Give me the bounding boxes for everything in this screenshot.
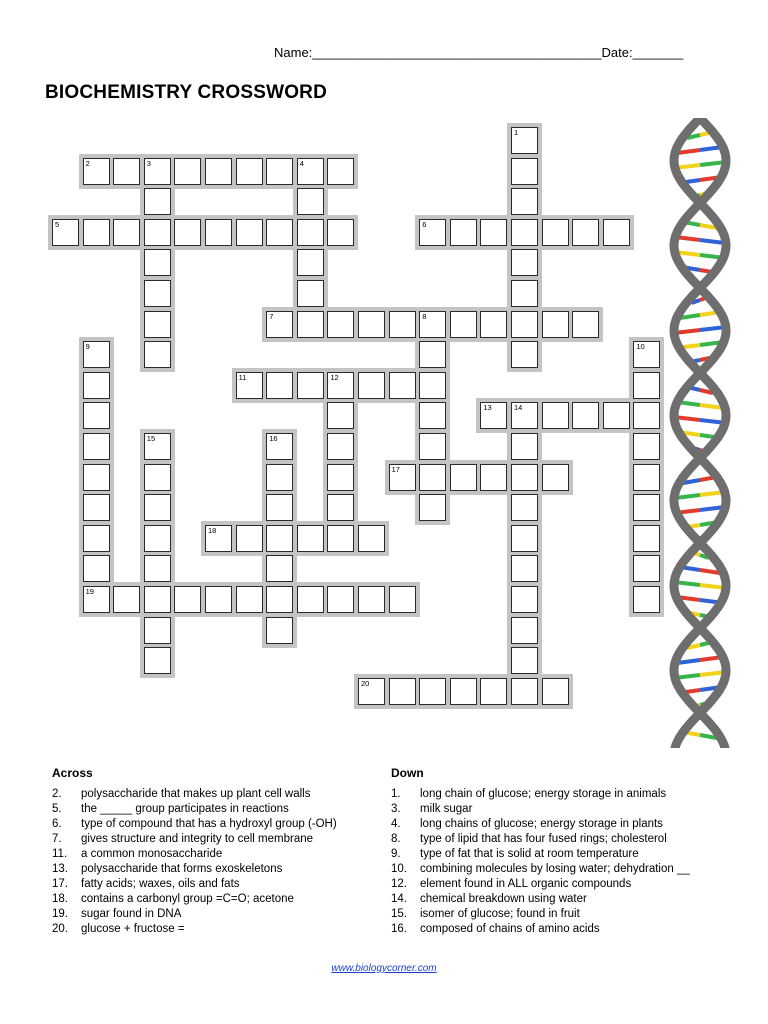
crossword-cell[interactable] — [144, 341, 171, 368]
crossword-cell[interactable] — [144, 586, 171, 613]
down-clue — [391, 877, 690, 892]
crossword-cell[interactable] — [144, 525, 171, 552]
crossword-cell[interactable] — [327, 433, 354, 460]
down-clue — [391, 817, 690, 832]
date-field[interactable]: _______ — [632, 45, 684, 60]
page-title: BIOCHEMISTRY CROSSWORD — [45, 82, 328, 103]
crossword-cell[interactable] — [144, 494, 171, 521]
crossword-cell[interactable] — [511, 586, 538, 613]
date-label: Date: — [601, 45, 633, 60]
clue-number-label: 10. — [391, 863, 407, 875]
crossword-cell[interactable] — [358, 372, 385, 399]
crossword-cell[interactable] — [174, 219, 201, 246]
clue-number-label: 14. — [391, 893, 407, 905]
crossword-cell[interactable] — [511, 647, 538, 674]
crossword-cell[interactable] — [174, 586, 201, 613]
crossword-cell[interactable] — [633, 433, 660, 460]
clue-number-label: 13. — [52, 863, 68, 875]
across-clues — [52, 766, 337, 937]
down-clue — [391, 787, 690, 802]
crossword-cell[interactable] — [542, 402, 569, 429]
clue-text: isomer of glucose; found in fruit — [420, 908, 580, 920]
crossword-cell[interactable] — [205, 586, 232, 613]
crossword-cell[interactable] — [236, 586, 263, 613]
across-clue — [52, 817, 337, 832]
clue-text: gives structure and integrity to cell membrane — [81, 833, 314, 845]
down-clue — [391, 847, 690, 862]
crossword-cell[interactable] — [603, 402, 630, 429]
crossword-cell[interactable] — [83, 464, 110, 491]
crossword-cell[interactable] — [511, 678, 538, 705]
crossword-cell[interactable] — [389, 372, 416, 399]
crossword-cell[interactable] — [511, 158, 538, 185]
crossword-cell[interactable] — [511, 433, 538, 460]
across-clue-list — [52, 787, 337, 937]
across-heading: Across — [52, 766, 93, 780]
clue-number: 15 — [146, 434, 156, 443]
clue-text: a common monosaccharide — [81, 848, 223, 860]
crossword-cell[interactable] — [358, 678, 385, 705]
biologycorner-link[interactable]: www.biologycorner.com — [331, 963, 437, 974]
clue-text: combining molecules by losing water; dehydration __ — [420, 863, 690, 875]
across-clue — [52, 862, 337, 877]
crossword-cell[interactable] — [511, 555, 538, 582]
crossword-cell[interactable] — [144, 617, 171, 644]
crossword-cell[interactable] — [389, 311, 416, 338]
crossword-cell[interactable] — [236, 372, 263, 399]
crossword-cell[interactable] — [633, 464, 660, 491]
clue-number-label: 5. — [52, 803, 62, 815]
crossword-cell[interactable] — [480, 402, 507, 429]
clue-text: sugar found in DNA — [81, 908, 182, 920]
clue-number-label: 9. — [391, 848, 401, 860]
dna-helix-image — [660, 118, 740, 748]
crossword-cell[interactable] — [113, 158, 140, 185]
footer — [0, 963, 768, 974]
clue-number: 9 — [85, 342, 90, 352]
down-clue — [391, 862, 690, 877]
crossword-cell[interactable] — [144, 647, 171, 674]
crossword-cell[interactable] — [144, 280, 171, 307]
clue-number: 6 — [422, 219, 427, 229]
crossword-cell[interactable] — [297, 249, 324, 276]
crossword-cell[interactable] — [389, 464, 416, 491]
clue-number-label: 2. — [52, 788, 62, 800]
crossword-cell[interactable] — [83, 555, 110, 582]
crossword-cell[interactable] — [419, 433, 446, 460]
crossword-cell[interactable] — [327, 494, 354, 521]
crossword-cell[interactable] — [542, 464, 569, 491]
crossword-cell[interactable] — [572, 219, 599, 246]
crossword-cell[interactable] — [297, 586, 324, 613]
down-heading: Down — [391, 766, 424, 780]
crossword-cell[interactable] — [358, 525, 385, 552]
clue-number: 17 — [391, 464, 400, 474]
crossword-cell[interactable] — [327, 586, 354, 613]
crossword-cell[interactable] — [633, 402, 660, 429]
crossword-cell[interactable] — [297, 311, 324, 338]
crossword-cell[interactable] — [358, 586, 385, 613]
crossword-cell[interactable] — [511, 464, 538, 491]
crossword-cell[interactable] — [83, 402, 110, 429]
clue-number: 16 — [269, 434, 278, 443]
crossword-cell[interactable] — [633, 586, 660, 613]
crossword-cell[interactable] — [572, 311, 599, 338]
crossword-cell[interactable] — [297, 158, 324, 185]
name-field[interactable]: ________________________________________ — [312, 45, 602, 60]
crossword-cell[interactable] — [419, 494, 446, 521]
crossword-cell[interactable] — [144, 433, 171, 460]
down-clue — [391, 802, 690, 817]
crossword-cell[interactable] — [511, 402, 538, 429]
crossword-cell[interactable] — [297, 188, 324, 215]
crossword-cell[interactable] — [419, 464, 446, 491]
crossword-cell[interactable] — [266, 617, 293, 644]
clue-number: 14 — [514, 403, 523, 413]
down-clue — [391, 892, 690, 907]
crossword-cell[interactable] — [144, 464, 171, 491]
crossword-cell[interactable] — [389, 586, 416, 613]
clue-number: 4 — [299, 158, 304, 168]
across-clue — [52, 892, 337, 907]
across-clue — [52, 907, 337, 922]
crossword-cell[interactable] — [266, 311, 293, 338]
clue-number-label: 4. — [391, 818, 401, 830]
crossword-cell[interactable] — [327, 525, 354, 552]
crossword-cell[interactable] — [511, 494, 538, 521]
crossword-cell[interactable] — [633, 341, 660, 368]
clue-text: glucose + fructose = — [81, 923, 185, 935]
crossword-cell[interactable] — [327, 464, 354, 491]
crossword-cell[interactable] — [603, 219, 630, 246]
crossword-cell[interactable] — [266, 525, 293, 552]
crossword-cell[interactable] — [83, 494, 110, 521]
crossword-cell[interactable] — [297, 372, 324, 399]
crossword-cell[interactable] — [633, 494, 660, 521]
across-clue — [52, 847, 337, 862]
crossword-cell[interactable] — [83, 372, 110, 399]
crossword-cell[interactable] — [83, 525, 110, 552]
across-clue — [52, 802, 337, 817]
clue-number: 18 — [208, 525, 217, 535]
clue-number: 10 — [636, 342, 645, 352]
clue-number: 7 — [269, 311, 274, 321]
clue-number: 12 — [330, 372, 339, 382]
crossword-cell[interactable] — [266, 555, 293, 582]
crossword-cell[interactable] — [542, 219, 569, 246]
clue-text: polysaccharide that forms exoskeletons — [81, 863, 283, 875]
crossword-cell[interactable] — [266, 372, 293, 399]
crossword-cell[interactable] — [113, 586, 140, 613]
crossword-cell[interactable] — [511, 127, 538, 154]
clue-text: long chain of glucose; energy storage in animals — [420, 788, 667, 800]
clue-text: chemical breakdown using water — [420, 893, 587, 905]
clue-number-label: 11. — [52, 848, 68, 860]
clue-number-label: 6. — [52, 818, 62, 830]
crossword-cell[interactable] — [450, 464, 477, 491]
crossword-cell[interactable] — [83, 341, 110, 368]
crossword-cell[interactable] — [511, 188, 538, 215]
down-clue — [391, 832, 690, 847]
crossword-cell[interactable] — [327, 402, 354, 429]
clue-number-label: 3. — [391, 803, 401, 815]
crossword-cell[interactable] — [266, 158, 293, 185]
crossword-cell[interactable] — [511, 617, 538, 644]
clue-number-label: 7. — [52, 833, 62, 845]
clue-number-label: 12. — [391, 878, 407, 890]
crossword-cell[interactable] — [358, 311, 385, 338]
clue-number-label: 19. — [52, 908, 68, 920]
crossword-cell[interactable] — [83, 433, 110, 460]
crossword-cell[interactable] — [419, 311, 446, 338]
crossword-cell[interactable] — [511, 280, 538, 307]
clue-text: polysaccharide that makes up plant cell walls — [81, 788, 311, 800]
crossword-cell[interactable] — [144, 188, 171, 215]
crossword-cell[interactable] — [144, 219, 171, 246]
crossword-cell[interactable] — [266, 219, 293, 246]
down-clues — [391, 766, 690, 937]
clue-number: 11 — [238, 372, 247, 382]
clue-text: milk sugar — [420, 803, 473, 815]
crossword-cell[interactable] — [511, 311, 538, 338]
clue-number-label: 16. — [391, 923, 407, 935]
crossword-cell[interactable] — [205, 525, 232, 552]
crossword-cell[interactable] — [450, 219, 477, 246]
across-clue — [52, 787, 337, 802]
crossword-cell[interactable] — [542, 311, 569, 338]
across-clue — [52, 922, 337, 937]
crossword-cell[interactable] — [389, 678, 416, 705]
crossword-cell[interactable] — [297, 280, 324, 307]
crossword-cell[interactable] — [144, 249, 171, 276]
crossword-cell[interactable] — [144, 555, 171, 582]
clue-number: 1 — [514, 128, 519, 137]
across-clue — [52, 877, 337, 892]
clue-number-label: 17. — [52, 878, 68, 890]
crossword-cell[interactable] — [266, 433, 293, 460]
crossword-cell[interactable] — [327, 372, 354, 399]
crossword-cell[interactable] — [266, 464, 293, 491]
crossword-cell[interactable] — [205, 158, 232, 185]
crossword-cell[interactable] — [297, 525, 324, 552]
clue-number: 2 — [85, 158, 90, 168]
crossword-cell[interactable] — [236, 219, 263, 246]
clue-number-label: 15. — [391, 908, 407, 920]
clue-number-label: 20. — [52, 923, 68, 935]
crossword-cell[interactable] — [511, 219, 538, 246]
crossword-cell[interactable] — [144, 158, 171, 185]
crossword-cell[interactable] — [327, 311, 354, 338]
crossword-cell[interactable] — [480, 219, 507, 246]
crossword-cell[interactable] — [236, 158, 263, 185]
crossword-cell[interactable] — [480, 678, 507, 705]
crossword-cell[interactable] — [113, 219, 140, 246]
crossword-cell[interactable] — [633, 372, 660, 399]
crossword-cell[interactable] — [480, 464, 507, 491]
clue-text: element found in ALL organic compounds — [420, 878, 632, 890]
crossword-cell[interactable] — [511, 249, 538, 276]
clue-text: type of fat that is solid at room temperature — [420, 848, 639, 860]
crossword-cell[interactable] — [419, 341, 446, 368]
name-label: Name: — [274, 45, 313, 60]
crossword-cell[interactable] — [266, 494, 293, 521]
crossword-cell[interactable] — [572, 402, 599, 429]
clue-number: 13 — [483, 403, 492, 413]
crossword-cell[interactable] — [419, 219, 446, 246]
crossword-cell[interactable] — [205, 219, 232, 246]
clue-text: type of compound that has a hydroxyl group (-OH) — [81, 818, 337, 830]
crossword-cell[interactable] — [174, 158, 201, 185]
crossword-cell[interactable] — [266, 586, 293, 613]
clue-text: type of lipid that has four fused rings; cholesterol — [420, 833, 667, 845]
crossword-cell[interactable] — [450, 678, 477, 705]
down-clue-list — [391, 787, 690, 937]
crossword-cell[interactable] — [327, 219, 354, 246]
crossword-cell[interactable] — [542, 678, 569, 705]
clue-number: 8 — [422, 311, 427, 321]
across-clue — [52, 832, 337, 847]
crossword-cell[interactable] — [52, 219, 79, 246]
crossword-cell[interactable] — [327, 158, 354, 185]
clue-number: 19 — [85, 587, 94, 596]
crossword-cell[interactable] — [297, 219, 324, 246]
clue-text: fatty acids; waxes, oils and fats — [81, 878, 240, 890]
clue-number: 20 — [361, 678, 370, 688]
crossword-cell[interactable] — [511, 525, 538, 552]
clue-text: long chains of glucose; energy storage in plants — [420, 818, 663, 830]
down-clue — [391, 922, 690, 937]
down-clue — [391, 907, 690, 922]
crossword-cell[interactable] — [83, 586, 110, 613]
crossword-cell[interactable] — [450, 311, 477, 338]
clue-number: 5 — [55, 219, 60, 229]
crossword-cell[interactable] — [236, 525, 263, 552]
crossword-cell[interactable] — [83, 219, 110, 246]
crossword-cell[interactable] — [633, 555, 660, 582]
crossword-cell[interactable] — [480, 311, 507, 338]
clue-text: the _____ group participates in reactions — [81, 803, 289, 815]
clue-text: composed of chains of amino acids — [420, 923, 600, 935]
clue-number-label: 8. — [391, 833, 401, 845]
clue-text: contains a carbonyl group =C=O; acetone — [81, 893, 294, 905]
crossword-cell[interactable] — [83, 158, 110, 185]
crossword-cell[interactable] — [144, 311, 171, 338]
clue-number-label: 1. — [391, 788, 401, 800]
crossword-cell[interactable] — [419, 402, 446, 429]
crossword-cell[interactable] — [633, 525, 660, 552]
crossword-cell[interactable] — [511, 341, 538, 368]
crossword-cell[interactable] — [419, 678, 446, 705]
clue-number: 3 — [146, 158, 151, 168]
crossword-cell[interactable] — [419, 372, 446, 399]
clue-number-label: 18. — [52, 893, 68, 905]
